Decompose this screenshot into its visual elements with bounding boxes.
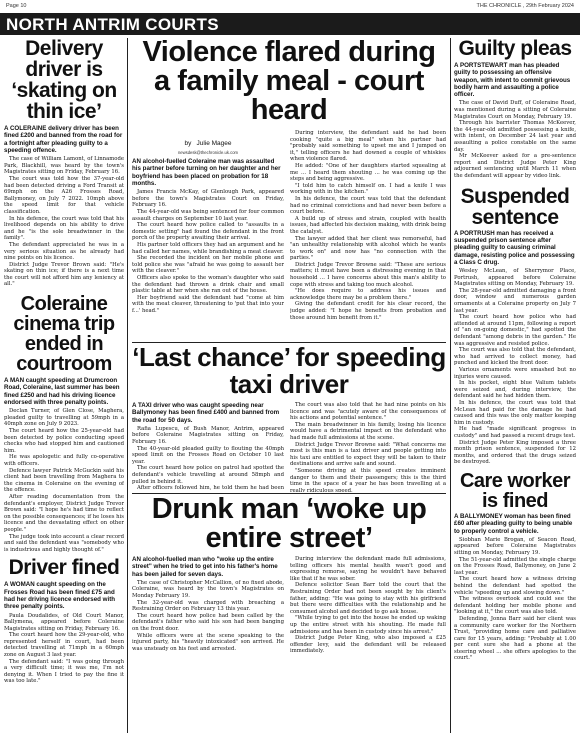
- paragraph: The court was also told that he had nine points on his licence and was "acutely aware of the consequences of his actions and potential sentence.": [290, 402, 446, 422]
- paragraph: The defendant said: "I was going through a very difficult time; it was me, I'm not denying it. When I tried to pay the fine it was too late.": [4, 658, 124, 685]
- paragraph: The court heard how police on patrol had spotted the defendant's vehicle travelling at around 58mph and pulled in behind it.: [132, 465, 284, 485]
- paragraph: During interview, the defendant said he had been cooking "quite a big meal" when his partner had "probably said something to upset me and I jumped on it," telling officers he had downed a couple of whiskies when violence flared.: [290, 130, 446, 163]
- paragraph: The lawyer added that her client was remorseful, had "an unhealthy relationship with alcohol which he wants to work on" and now has "no connection with the parties.": [290, 235, 446, 262]
- violence-lead: AN alcohol-fuelled Coleraine man was assaulted his partner before turning on her daughter and her boyfriend has been placed on probation for 18 months.: [132, 158, 281, 187]
- paragraph: The main breadwinner in his family, losing his licence would have a detrimental impact on the defendant who had made full admissions at the scene.: [290, 421, 446, 441]
- byline-prefix: by: [184, 140, 192, 147]
- paragraph: The case of David Duff, of Coleraine Road, was mentioned during a sitting of Coleraine Magistrates Court on Monday, February 19.: [454, 100, 576, 120]
- left-column: [4, 38, 124, 736]
- paragraph: Wesley McLean, of Sherrymor Place, Portrush, appeared before Coleraine Magistrates sitting on Monday, February 19.: [454, 268, 576, 288]
- paragraph: Paula Doudalides, of Old Court Manor, Ballymena, appeared before Coleraine Magistrates sitting on Friday, February 16.: [4, 612, 124, 632]
- paragraph: The court heard how police who had attended at around 11pm, following a report of "an on-going domestic," had spotted the defendant "among debris in the garden." He was aggressive and resisted police.: [454, 314, 576, 347]
- paragraph: The 28-year-old admitted damaging a front door, window and numerous garden ornaments at a Coleraine property on July 7 last year.: [454, 287, 576, 314]
- paragraph: "He does require to address his issues and acknowledge there may be a problem there.": [290, 288, 446, 301]
- paragraph: Various ornaments were smashed but no injuries were caused.: [454, 367, 576, 380]
- drunk-headline: Drunk man ‘woke up entire street’: [151, 495, 427, 554]
- suspended-body: [454, 268, 576, 466]
- paragraph: In his defence, the court was told that his livelihood depends on his ability to drive and he "is the sole breadwinner in the family".: [4, 215, 124, 242]
- paragraph: In his pocket, eight blue Valium tablets were seized and, during interview, the defendant said he had hidden them.: [454, 380, 576, 400]
- drunk-lead: AN alcohol-fuelled man who "woke up the entire street" when he tried to get into his father's home has been jailed for seven days.: [132, 556, 278, 578]
- paragraph: "I told him to catch himself on. I had a knife I was working with in the kitchen.": [290, 182, 446, 196]
- publication-line: THE CHRONICLE , 29th February 2024: [476, 3, 574, 9]
- paragraph: The court heard how a witness driving behind the defendant had spotted the vehicle "speeding up and slowing down.": [454, 576, 576, 596]
- paragraph: District Judge Peter King, who also imposed a £25 offender levy, said the defendant will be released immediately.: [290, 635, 446, 655]
- carer-headline: Care worker is fined: [459, 469, 571, 512]
- paragraph: The court heard how police called to "assaults in a domestic setting" had found the defendant in the front porch of the property awaiting their arrival.: [132, 222, 284, 242]
- guilty-headline: Guilty pleas: [458, 38, 572, 60]
- paragraph: The defendant appreciated he was in a very serious situation as he already had nine points on his licence.: [4, 241, 124, 262]
- suspended-lead: A PORTRUSH man has received a suspended prison sentence after pleading guilty to causing criminal damage, resisting police and possessing a Class C drug.: [454, 229, 575, 266]
- paragraph: The 44-year-old was being sentenced for four common assault charges on September 10 last year.: [132, 208, 284, 222]
- taxi-col-1: [132, 402, 284, 492]
- paragraph: His partner told officers they had an argument and he had called her names, while brandishing a meat cleaver.: [132, 241, 284, 255]
- paragraph: She recorded the incident on her mobile phone and told police she was "afraid he was going to assault her with the cleaver.": [132, 255, 284, 275]
- taxi-body: [132, 426, 284, 492]
- column-rule: [127, 38, 128, 733]
- violence-col-2: [290, 130, 446, 340]
- paragraph: He had "made significant progress in custody" and had passed a recent drugs test.: [454, 426, 576, 439]
- paragraph: Her boyfriend said the defendant had "come at him with the meat cleaver, threatening to 'put that into your f...' head.": [132, 294, 284, 314]
- drunk-body: [132, 580, 284, 653]
- page-header: [0, 0, 580, 12]
- paragraph: The 32-year-old was charged with breaching a Restraining Order on February 13 this year.: [132, 599, 284, 613]
- paragraph: He was apologetic and fully co-operative with officers.: [4, 454, 124, 467]
- paragraph: James Francis McKay, of Glenlough Park, appeared before the town's Magistrates Court on Friday, February 16.: [132, 189, 284, 209]
- guilty-lead: A PORTSTEWART man has pleaded guilty to possessing an offensive weapon, with intent to commit grievous bodily harm and assaulting a police officer.: [454, 62, 571, 99]
- violence-body: [132, 189, 284, 314]
- section-title: NORTH ANTRIM COURTS: [6, 15, 219, 34]
- drunk-story: [132, 495, 446, 735]
- violence-col-1: [132, 130, 284, 340]
- guilty-body: [454, 100, 576, 179]
- paragraph: After officers followed him, he told them he had been: [137, 485, 284, 492]
- paragraph: During interview the defendant made full admissions, telling officers his mental health wasn't good and expressing remorse, saying he wouldn't have behaved like that if he was sober.: [290, 556, 446, 582]
- byline-email: newsdesk@thechronicle.uk.com: [177, 150, 239, 155]
- driver-fined-body: [4, 613, 124, 686]
- paragraph: Rafia Lupescu, of Bush Manor, Antrim, appeared before Coleraine Magistrates sitting on Friday, February 16.: [132, 425, 284, 446]
- byline-name: Julie Magee: [196, 140, 232, 147]
- paragraph: District Judge Peter King imposed a three month prison sentence, suspended for 12 months, and ordered that the drugs seized be destroyed.: [454, 439, 576, 466]
- paragraph: A build up of stress and strain, coupled with health issues, had affected his decision making, with drink being the catalyst.: [290, 215, 446, 235]
- story-rule: [132, 342, 446, 343]
- paragraph: The court was also told that the defendant, who had arrived to collect money, had punched and kicked the front door.: [454, 347, 576, 367]
- paragraph: In his defence, the court was told that McLean had paid for the damage he had caused and this was the only matter keeping him in custody.: [454, 399, 576, 426]
- byline: [132, 130, 284, 149]
- paragraph: Siobhan Marie Brogan, of Seacon Road, appeared before Coleraine Magistrates sitting on Monday, February 19.: [454, 536, 576, 556]
- paragraph: Defence solicitor Sean Barr told the court that the Restraining Order had not been sought by his client's father, adding: "He was going to stay with his girlfriend but there were difficulties with the relationship and he consumed alcohol and decided to go ask house.: [290, 582, 446, 615]
- paragraph: The court was told how the 37-year-old had been detected driving a Ford Transit at 69mph on the A26 Frosses Road, Ballymoney, on July 7 2022. 10mph above the speed limit for that vehicle classification.: [4, 175, 124, 215]
- paragraph: The 51-year-old admitted the single charge on the Frosses Road, Ballymoney, on June 2 last year.: [454, 556, 576, 576]
- paragraph: Through his barrister Thomas McKeever, the 44-year-old admitted possessing a knife, with intent, on December 24 last year and assaulting a police constable on the same day.: [454, 120, 576, 153]
- paragraph: The case of William Lamont, of Linnamode Park, Blackhill, was heard by the town's Magistrates sitting on Friday, February 16.: [4, 156, 124, 176]
- paragraph: In his defence, the court was told that the defendant had no criminal convictions and had never been before a court before.: [290, 195, 446, 216]
- paragraph: Giving the defendant credit for his clear record, the judge added: "I hope he benefits from probation and those around him benefit from it.": [290, 301, 446, 321]
- taxi-headline: ‘Last chance’ for speeding taxi driver: [132, 344, 446, 399]
- driver-fined-headline: Driver fined: [8, 556, 120, 580]
- cinema-headline: Coleraine cinema trip ended in courtroom: [13, 293, 115, 376]
- cinema-lead: A MAN caught speeding at Drumcroon Road, Coleraine, last summer has been fined £250 and had his driving licence endorsed with three penalty points.: [4, 377, 120, 406]
- paragraph: The case of Christopher McCallion, of no fixed abode, Coleraine, was heard by the town's Magistrates on Monday February 19.: [132, 579, 284, 600]
- paragraph: The judge took into account a clear record and said the defendant was "somebody who is industrious and highly thought of.": [4, 533, 124, 553]
- taxi-story: [132, 344, 446, 492]
- paragraph: The witness overtook and could see the defendant holding her mobile phone and "looking at it," the court was also told.: [454, 596, 576, 616]
- paragraph: The 40-year-old pleaded guilty to flouting the 40mph speed limit on the Frosses Road on October 10 last year.: [132, 445, 284, 465]
- delivery-body: [4, 156, 124, 288]
- carer-body: [454, 537, 576, 662]
- paragraph: "While trying to get into the house he ended up waking up the entire street with his shouting. He made full admissions and has been in custody since his arrest.": [290, 615, 446, 635]
- cinema-body: [4, 408, 124, 553]
- paragraph: The court heard how the 25-year-old had been detected by police conducting speed checks who had stopped him and cautioned him.: [4, 428, 124, 454]
- paragraph: District Judge Trevor Browne said: "These are serious matters; it must have been a distressing evening in that household ... I have concerns about this man's ability to cope with stress and taking too much alcohol.: [290, 261, 446, 288]
- paragraph: District Judge Trevor Browne said: "What concerns me most is this man is a taxi driver and people getting into his taxi are entitled to expect they will be taken to their destinations and arrive safe and sound.: [290, 441, 446, 468]
- taxi-lead: A TAXI driver who was caught speeding near Ballymoney has been fined £400 and banned from the road for 50 days.: [132, 402, 280, 424]
- paragraph: After reading documentation from the defendant's employer, District Judge Trevor Brown said: "I hope he's had time to reflect on the possible consequences; if he loses his licence and the devastating effect on other people.": [4, 493, 124, 533]
- paragraph: The court heard how police had been called by the defendant's father who said his son had been banging on the front door.: [132, 612, 284, 633]
- column-rule: [450, 38, 451, 733]
- drunk-col-1: [132, 556, 284, 735]
- paragraph: While officers were at the scene speaking to the injured party, his "heavily intoxicated" son arrived. He was unsteady on his feet and arrested.: [132, 632, 284, 652]
- violence-story: [132, 38, 446, 340]
- right-column: [454, 38, 576, 736]
- paragraph: "Someone driving at this speed creates imminent danger to them and their passengers; this is the third time in the space of a year he has been travelling at a really ridiculous speed.: [290, 467, 446, 492]
- section-banner: [0, 13, 580, 35]
- paragraph: Declan Turner, of Glen Close, Maghera, pleaded guilty to travelling at 59mph in a 40mph zone on July 9 2023.: [4, 408, 124, 428]
- delivery-headline: Delivery driver is ‘skating on thin ice’: [11, 38, 117, 123]
- paragraph: District Judge Trevor Brown said: "He's skating on thin ice; if there is a next time the court will not afford him any leniency at all.": [4, 261, 124, 288]
- paragraph: Defence lawyer Patrick McGuckin said his client had been travelling from Maghera to the cinema in Coleraine on the evening of the offence.: [4, 467, 124, 494]
- paragraph: He added: "One of her daughters started squealing at me ... I heard them shouting ... he was coming up the steps and being aggressive.: [290, 162, 446, 183]
- delivery-lead: A COLERAINE delivery driver has been fined £200 and banned from the road for a fortnight after pleading guilty to a speeding offence.: [4, 125, 123, 154]
- paragraph: Mr McKeever asked for a pre-sentence report and District Judge Peter King adjourned sentencing until March 11 when the defendant will appear by video link.: [454, 153, 576, 180]
- paragraph: Officers also spoke to the woman's daughter who said the defendant had thrown a drink chair and small plastic table at her when she ran out of the house.: [132, 274, 284, 295]
- paragraph: The court heard how the 29-year-old, who represented herself in court, had been detected travelling at 71mph in a 60mph zone on August 3 last year.: [4, 632, 124, 659]
- driver-fined-lead: A WOMAN caught speeding on the Frosses Road has been fined £75 and had her driving licence endorsed with three penalty points.: [4, 581, 116, 611]
- taxi-col-2: [290, 402, 446, 492]
- paragraph: Defending, Jonna Barr said her client was a community care worker for the Northern Trust, "providing home care and palliative care for 15 years, adding: "Probably at 1.00 per cent sure she had a phone at the steering wheel ... she offers apologies to the court.": [454, 615, 576, 662]
- suspended-headline: Suspended sentence: [460, 184, 570, 229]
- page-number: Page 10: [6, 3, 27, 9]
- carer-lead: A BALLYMONEY woman has been fined £60 after pleading guilty to being unable to properly control a vehicle.: [454, 512, 573, 535]
- drunk-col-2: [290, 556, 446, 735]
- story-rule: [132, 493, 446, 494]
- violence-headline: Violence flared during a family meal - court heard: [142, 38, 436, 126]
